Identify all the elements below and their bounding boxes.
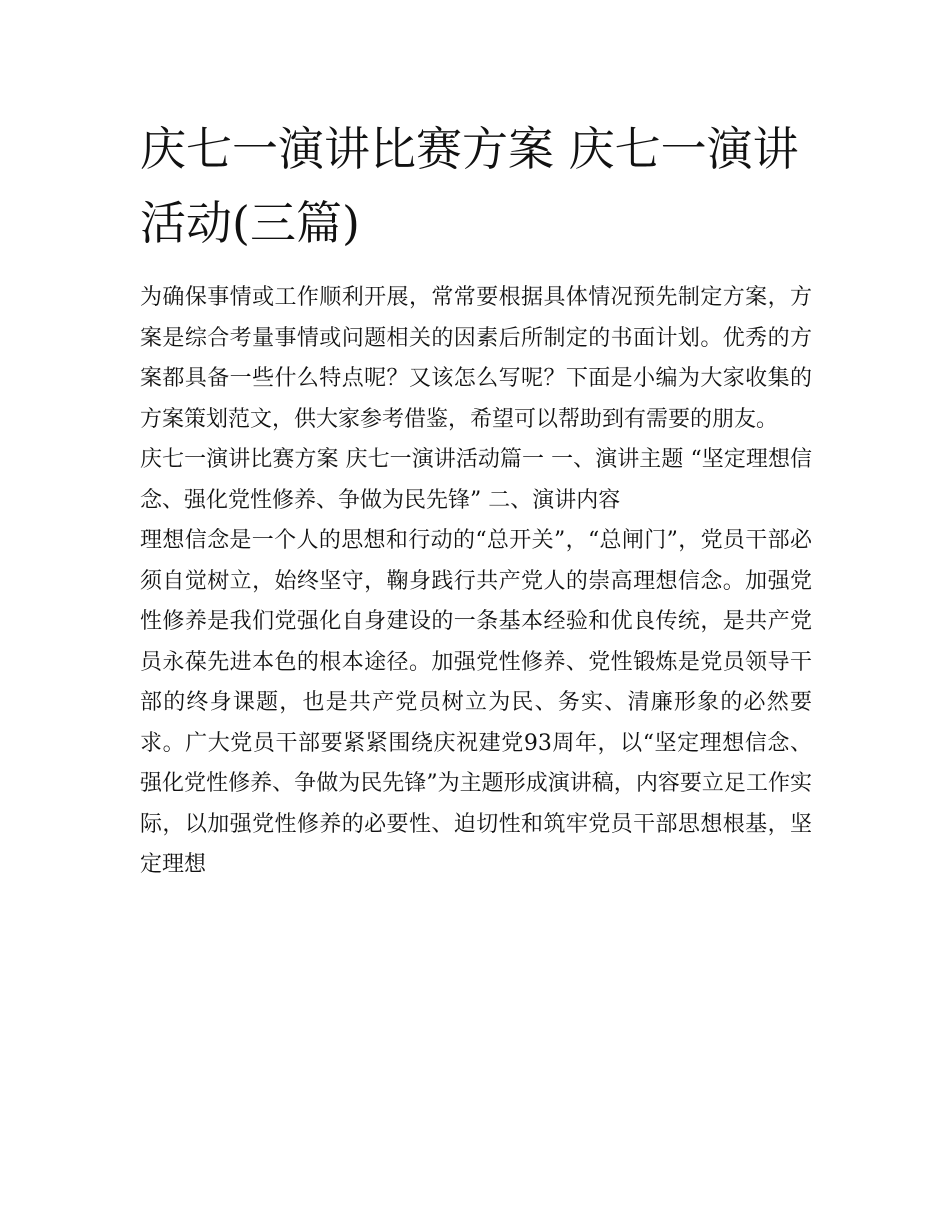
section-heading-paragraph: 庆七一演讲比赛方案 庆七一演讲活动篇一 一、演讲主题 “坚定理想信念、强化党性修养、争做为民先锋” 二、演讲内容	[140, 447, 812, 513]
intro-paragraph: 为确保事情或工作顺利开展，常常要根据具体情况预先制定方案，方案是综合考量事情或问题相关的因素后所制定的书面计划。优秀的方案都具备一些什么特点呢？又该怎么写呢？下面是小编为大家收集的方案策划范文，供大家参考借鉴，希望可以帮助到有需要的朋友。	[140, 285, 812, 432]
document-title: 庆七一演讲比赛方案 庆七一演讲活动(三篇)	[140, 122, 799, 250]
content-paragraph: 理想信念是一个人的思想和行动的“总开关”，“总闸门”，党员干部必须自觉树立，始终坚守，鞠身践行共产党人的崇高理想信念。加强党性修养是我们党强化自身建设的一条基本经验和优良传统，是共产党员永葆先进本色的根本途径。加强党性修养、党性锻炼是党员领导干部的终身课题，也是共产党员树立为民、务实、清廉形象的必然要求。广大党员干部要紧紧围绕庆祝建党93周年，以“坚定理想信念、强化党性修养、争做为民先锋”为主题形成演讲稿，内容要立足工作实际，以加强党性修养的必要性、迫切性和筑牢党员干部思想根基，坚定理想	[140, 528, 812, 877]
document-body	[140, 278, 812, 886]
